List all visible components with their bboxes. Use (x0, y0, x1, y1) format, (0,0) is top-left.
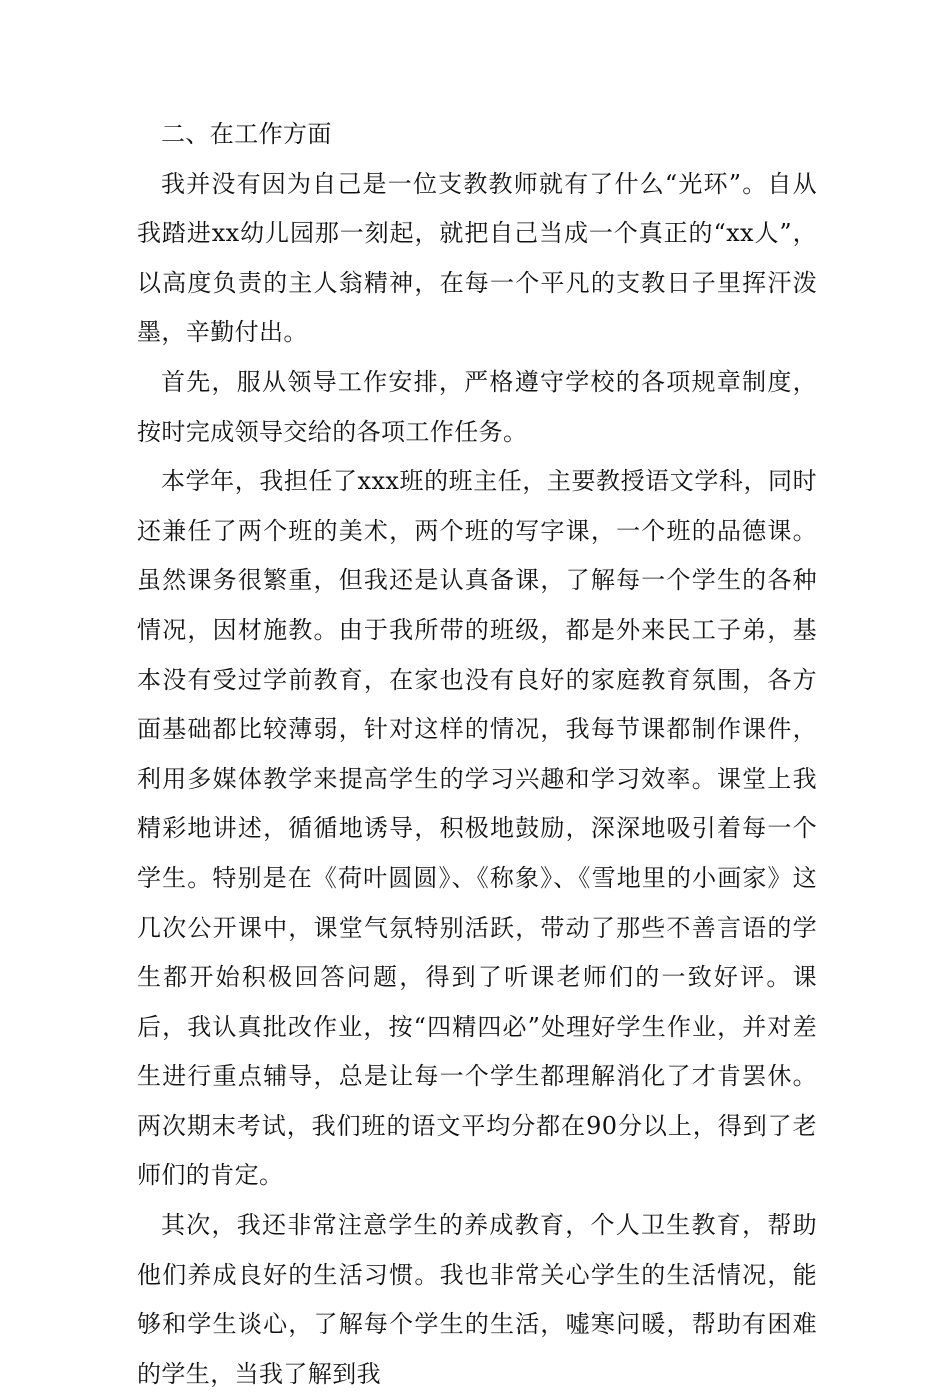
section-heading: 二、在工作方面 (161, 120, 332, 148)
paragraph-student-care: 其次，我还非常注意学生的养成教育，个人卫生教育，帮助他们养成良好的生活习惯。我也非常关心学生的生活情况，能够和学生谈心，了解每个学生的生活，嘘寒问暖，帮助有困难的学生，当我了解到我 (137, 1211, 817, 1388)
paragraph-teaching: 本学年，我担任了xxx班的班主任，主要教授语文学科，同时还兼任了两个班的美术，两个班的写字课，一个班的品德课。虽然课务很繁重，但我还是认真备课，了解每一个学生的各种情况，因材施教。由于我所带的班级，都是外来民工子弟，基本没有受过学前教育，在家也没有良好的家庭教育氛围，各方面基础都比较薄弱，针对这样的情况，我每节课都制作课件，利用多媒体教学来提高学生的学习兴趣和学习效率。课堂上我精彩地讲述，循循地诱导，积极地鼓励，深深地吸引着每一个学生。特别是在《荷叶圆圆》、《称象》、《雪地里的小画家》这几次公开课中，课堂气氛特别活跃，带动了那些不善言语的学生都开始积极回答问题，得到了听课老师们的一致好评。课后，我认真批改作业，按“四精四必”处理好学生作业，并对差生进行重点辅导，总是让每一个学生都理解消化了才肯罢休。两次期末考试，我们班的语文平均分都在90分以上，得到了老师们的肯定。 (137, 467, 817, 1190)
document-body (137, 110, 817, 1399)
paragraph-discipline: 首先，服从领导工作安排，严格遵守学校的各项规章制度，按时完成领导交给的各项工作任务。 (137, 367, 817, 446)
paragraph-attitude: 我并没有因为自己是一位支教教师就有了什么“光环”。自从我踏进xx幼儿园那一刻起，就把自己当成一个真正的“xx人”，以高度负责的主人翁精神，在每一个平凡的支教日子里挥汗泼墨，辛勤付出。 (137, 169, 817, 347)
